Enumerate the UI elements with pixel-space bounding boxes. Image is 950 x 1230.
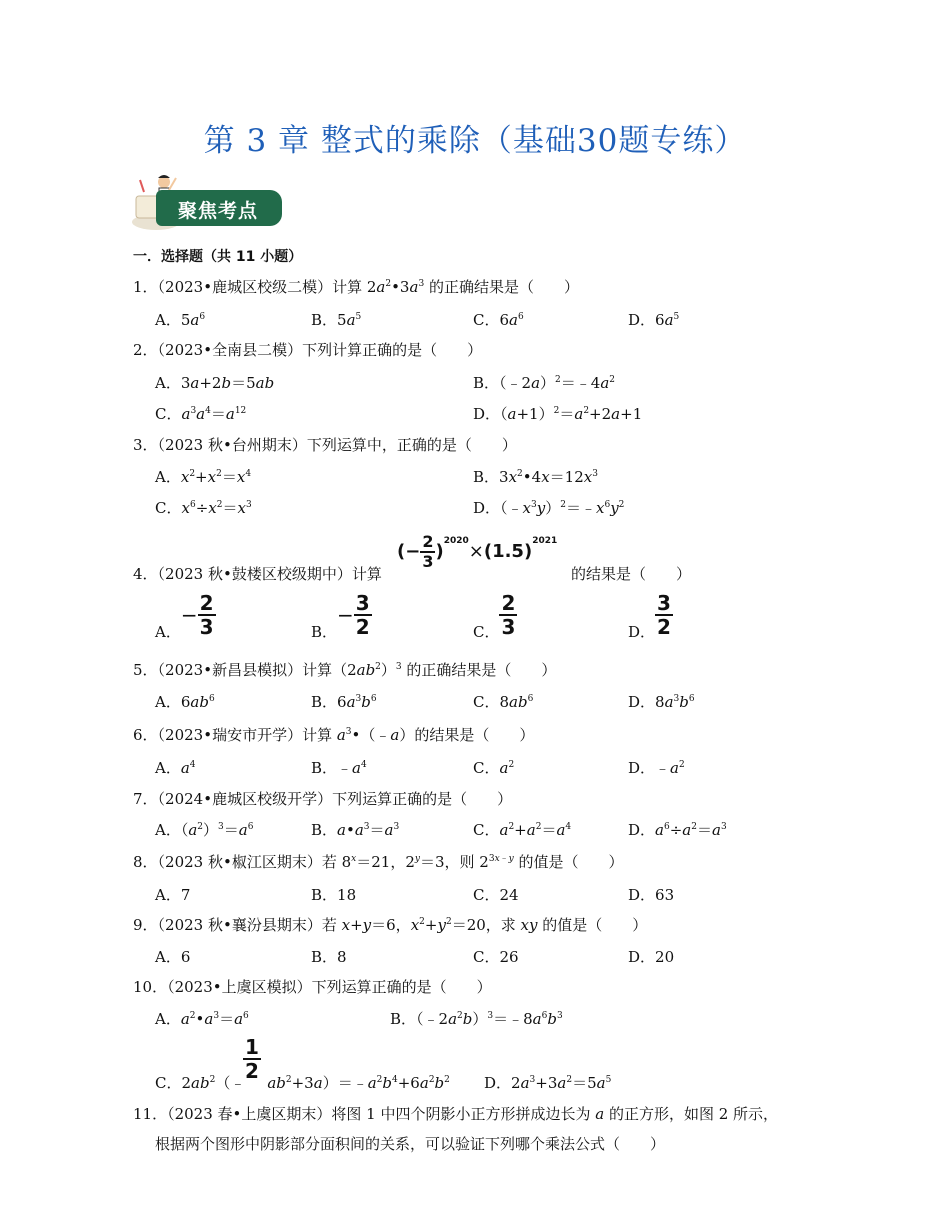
q3-option-a: A．$x^2+x^2=x^4$ — [155, 468, 252, 486]
q2-option-a: A．3a+2b＝5ab — [155, 374, 275, 392]
q8-option-b: B．18 — [311, 886, 357, 904]
q8-option-c: C．24 — [473, 886, 519, 904]
focus-badge — [130, 172, 285, 232]
q9-option-a: A．6 — [155, 948, 191, 966]
q6-option-d: D．$﹣a^2$ — [628, 759, 685, 777]
q2-option-c: C．$a^3a^4=a^{12}$ — [155, 405, 247, 423]
question-9: 9．（2023 秋•襄汾县期末）若 x+y＝6，$x^2+y^2=20$，求 xy 的值是（ ） — [133, 916, 648, 934]
question-4-pre: 4．（2023 秋•鼓楼区校级期中）计算 — [133, 565, 382, 583]
q1-option-b: B．$5a^5$ — [311, 311, 362, 329]
question-5: 5．（2023•新昌县模拟）计算$(2ab^2)^3$ 的正确结果是（ ） — [133, 661, 557, 679]
question-11: 11．（2023 春•上虞区期末）将图 1 中四个阴影小正方形拼成边长为 a 的正方形，如图 2 所示， — [133, 1105, 779, 1123]
q1-option-a: A．$5a^6$ — [155, 311, 206, 329]
q10-c-fraction: $\frac{1}{2}$ — [245, 1035, 259, 1083]
q7-option-c: C．$a^2+a^2=a^4$ — [473, 821, 572, 839]
question-7: 7．（2024•鹿城区校级开学）下列运算正确的是（ ） — [133, 790, 513, 808]
question-1: 1．（2023•鹿城区校级二模）计算 $2a^2•3a^3$ 的正确结果是（ ） — [133, 278, 579, 296]
badge-label: 聚焦考点 — [178, 200, 259, 222]
question-2: 2．（2023•全南县二模）下列计算正确的是（ ） — [133, 341, 483, 359]
question-10: 10．（2023•上虞区模拟）下列运算正确的是（ ） — [133, 978, 492, 996]
q5-option-a: A．$6ab^6$ — [155, 693, 215, 711]
focus-badge-pill — [156, 190, 282, 226]
question-4-post: 的结果是（ ） — [571, 565, 692, 583]
q4-option-c: C． $\frac{2}{3}$ — [473, 591, 516, 641]
q2-option-b: B．$(﹣2a)^2=﹣4a^2$ — [473, 374, 616, 392]
question-8: 8．（2023 秋•椒江区期末）若 $8^x=21$，$2^y=3$，则 $2^{3x﹣y}$ 的值是（ ） — [133, 853, 624, 871]
q9-option-b: B．8 — [311, 948, 347, 966]
section-heading: 一．选择题（共 11 小题） — [133, 249, 303, 265]
q4-option-a: A．− $\frac{2}{3}$ — [155, 591, 214, 641]
q4-expression: (− $\frac{2}{3}$ )$^{2020}\times(1.5)^{2021}$ — [397, 532, 558, 571]
q2-option-d: D．$(a+1)^2=a^2+2a+1$ — [473, 405, 643, 423]
q3-option-b: B．$3x^2•4x=12x^3$ — [473, 468, 598, 486]
q9-option-d: D．20 — [628, 948, 675, 966]
q6-option-b: B．$﹣a^4$ — [311, 759, 367, 777]
q5-option-b: B．$6a^3b^6$ — [311, 693, 377, 711]
q4-option-b: B．− $\frac{3}{2}$ — [311, 591, 370, 641]
q8-option-d: D．63 — [628, 886, 675, 904]
q9-option-c: C．26 — [473, 948, 519, 966]
q3-option-d: D．$(﹣x^3y)^2=﹣x^6y^2$ — [473, 499, 625, 517]
q4-option-d: D． $\frac{3}{2}$ — [628, 591, 671, 641]
q7-option-a: A．$(a^2)^3=a^6$ — [155, 821, 254, 839]
q1-option-d: D．$6a^5$ — [628, 311, 680, 329]
q10-option-c: C．$2ab^2(﹣$ $ab^2+3a)=﹣a^2b^4+6a^2b^2$ — [155, 1074, 450, 1092]
q7-option-d: D．$a^6\div a^2=a^3$ — [628, 821, 727, 839]
q10-option-b: B．$(﹣2a^2b)^3=﹣8a^6b^3$ — [390, 1010, 563, 1028]
q5-option-c: C．$8ab^6$ — [473, 693, 534, 711]
question-6: 6．（2023•瑞安市开学）计算 $a^3•(﹣a)$的结果是（ ） — [133, 726, 535, 744]
q3-option-c: C．$x^6\div x^2=x^3$ — [155, 499, 252, 517]
q10-option-d: D．$2a^3+3a^2=5a^5$ — [484, 1074, 612, 1092]
question-3: 3．（2023 秋•台州期末）下列运算中，正确的是（ ） — [133, 436, 517, 454]
page-title: 第 3 章 整式的乘除（基础30题专练） — [203, 123, 747, 159]
q8-option-a: A．7 — [155, 886, 191, 904]
question-11-line2: 根据两个图形中阴影部分面积间的关系，可以验证下列哪个乘法公式（ ） — [155, 1135, 666, 1153]
q6-option-c: C．$a^2$ — [473, 759, 515, 777]
q1-option-c: C．$6a^6$ — [473, 311, 524, 329]
q5-option-d: D．$8a^3b^6$ — [628, 693, 695, 711]
q7-option-b: B．$a•a^3=a^3$ — [311, 821, 400, 839]
q10-option-a: A．$a^2•a^3=a^6$ — [155, 1010, 249, 1028]
q6-option-a: A．$a^4$ — [155, 759, 196, 777]
